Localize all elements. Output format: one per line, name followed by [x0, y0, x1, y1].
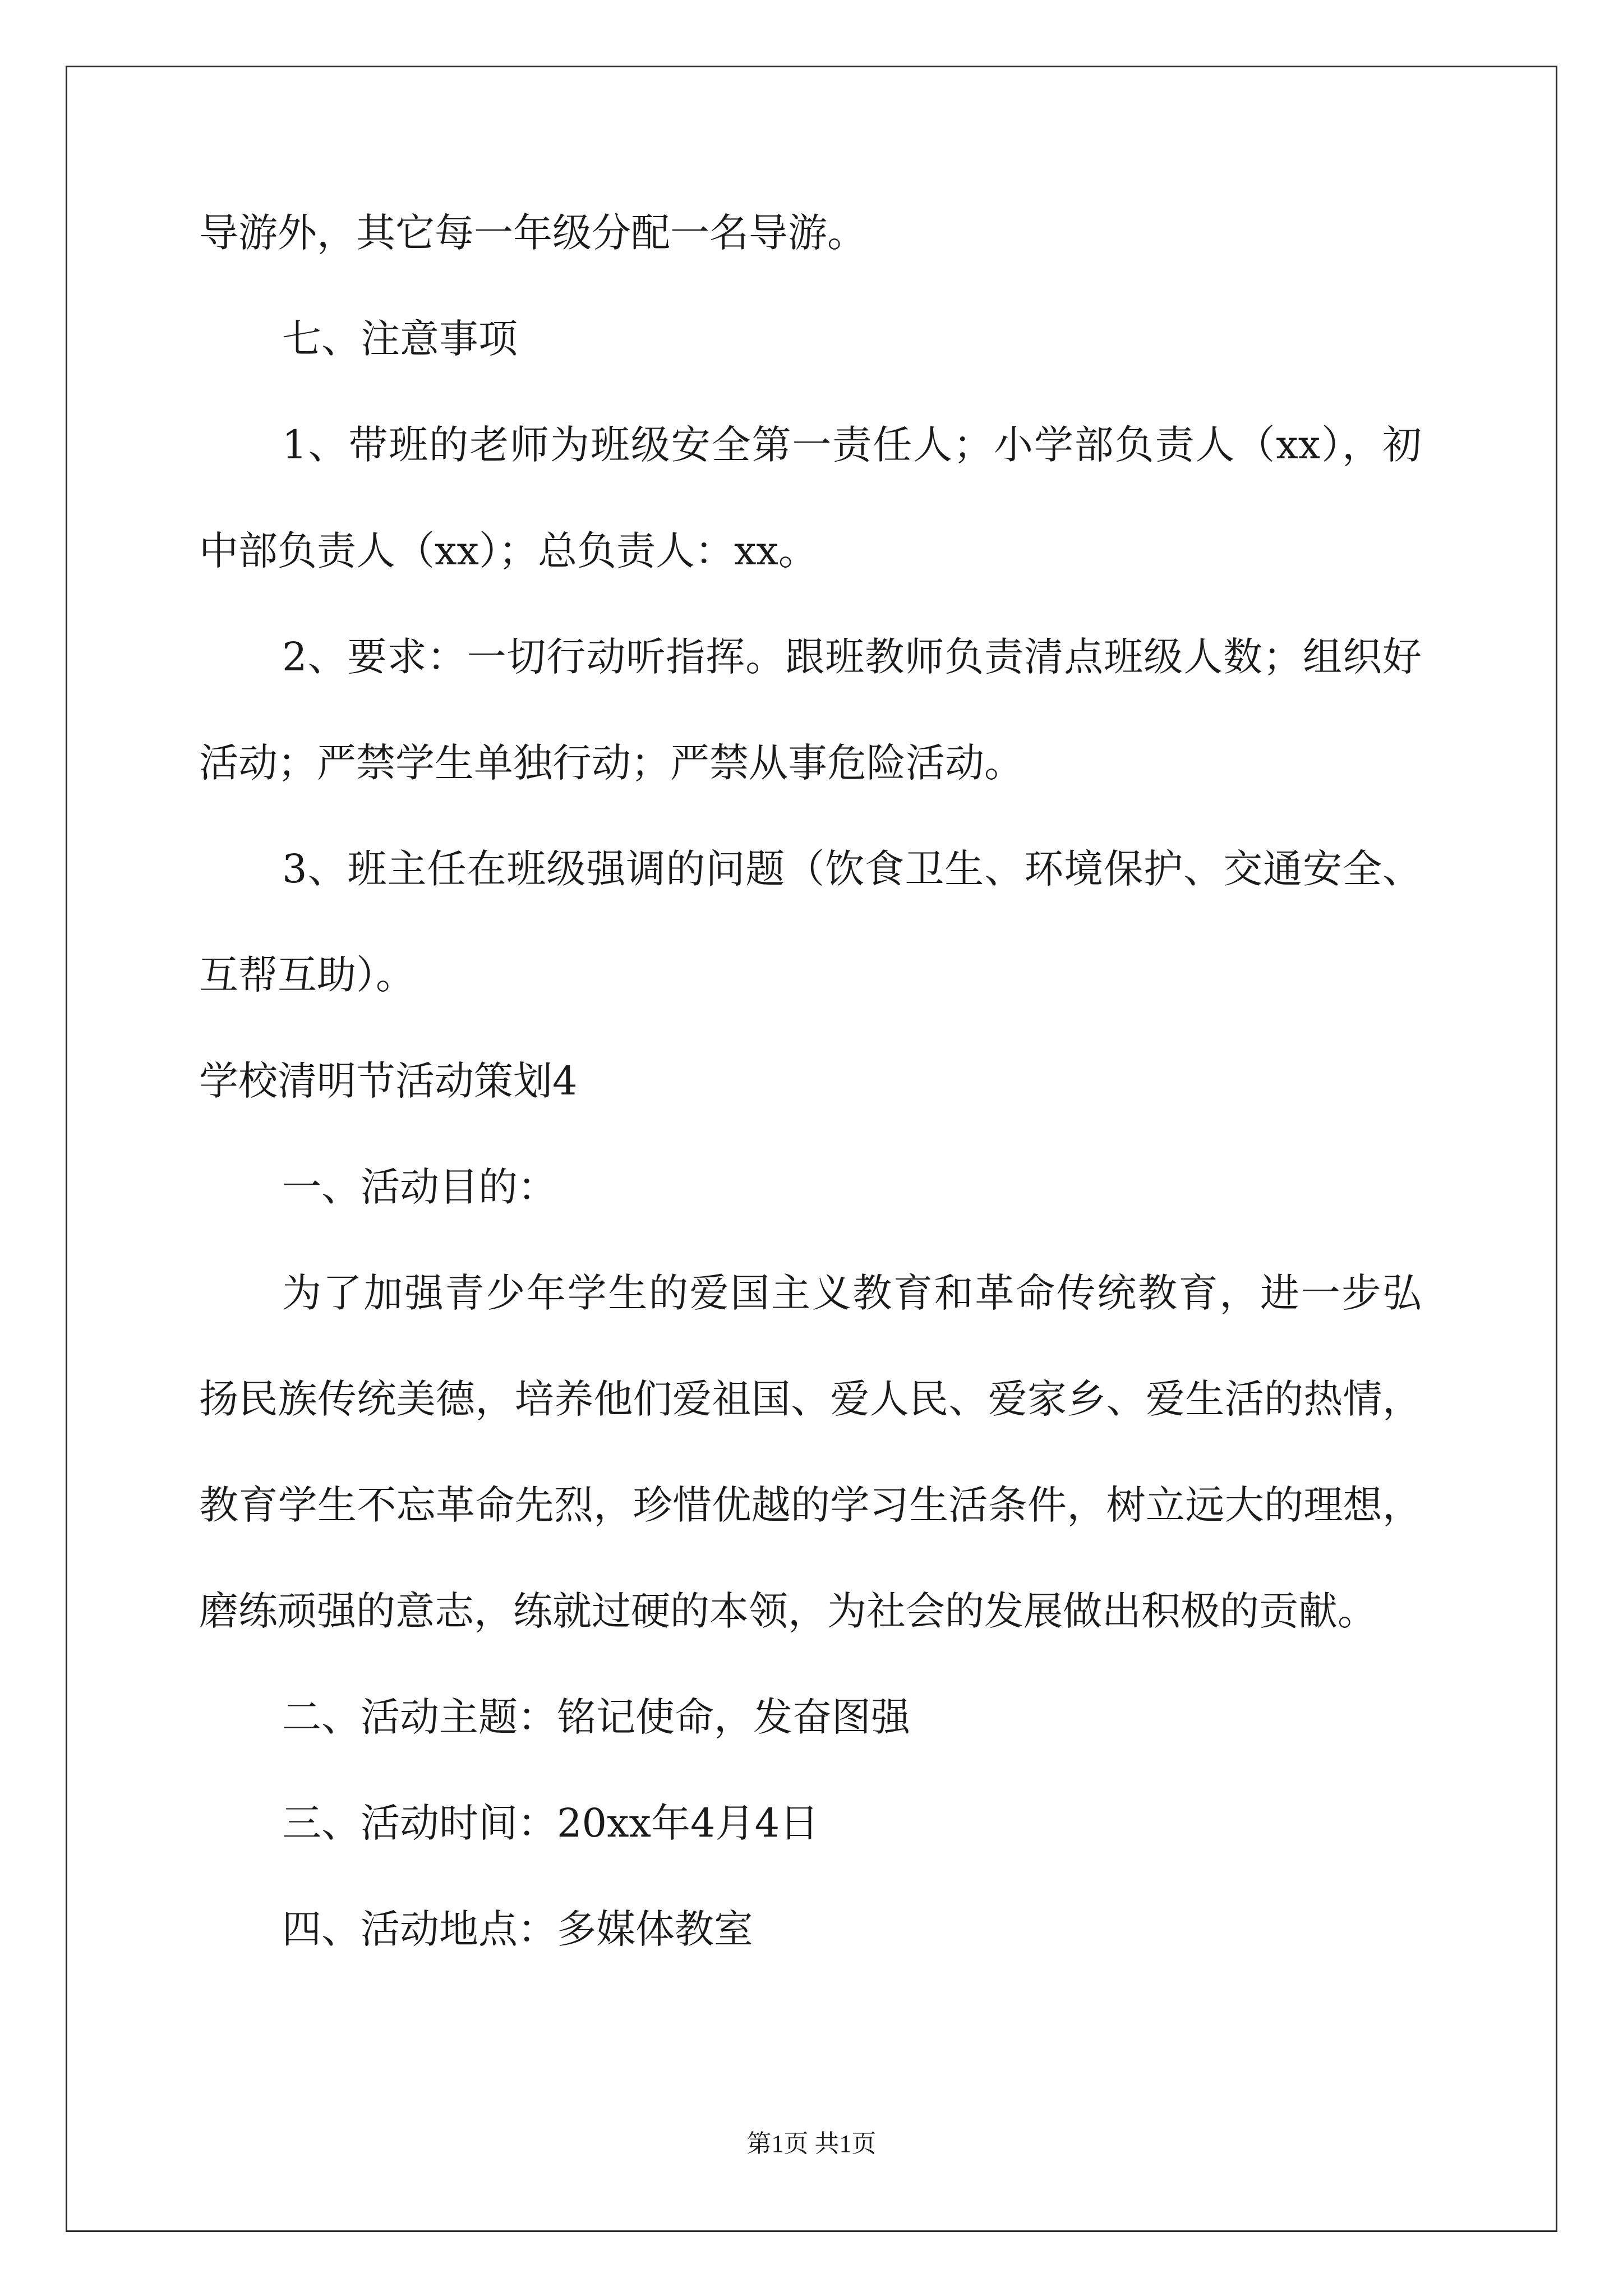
paragraph-line: 2、要求：一切行动听指挥。跟班教师负责清点班级人数；组织好 — [282, 634, 1422, 680]
paragraph-line: 磨练顽强的意志，练就过硬的本领，为社会的发展做出积极的贡献。 — [199, 1588, 1377, 1634]
paragraph-line: 1、带班的老师为班级安全第一责任人；小学部负责人（xx），初 — [282, 422, 1422, 468]
section-heading: 四、活动地点：多媒体教室 — [282, 1906, 753, 1952]
paragraph-line: 导游外，其它每一年级分配一名导游。 — [199, 210, 866, 256]
section-heading: 三、活动时间：20xx年4月4日 — [282, 1800, 819, 1846]
paragraph-line: 教育学生不忘革命先烈，珍惜优越的学习生活条件，树立远大的理想， — [199, 1482, 1422, 1528]
paragraph-line: 3、班主任在班级强调的问题（饮食卫生、环境保护、交通安全、 — [282, 846, 1422, 892]
paragraph-line: 为了加强青少年学生的爱国主义教育和革命传统教育，进一步弘 — [282, 1270, 1422, 1316]
document-body — [199, 205, 1422, 2007]
paragraph-line: 扬民族传统美德，培养他们爱祖国、爱人民、爱家乡、爱生活的热情， — [199, 1376, 1422, 1422]
paragraph-line: 互帮互助）。 — [199, 952, 415, 998]
paragraph-line: 活动；严禁学生单独行动；严禁从事危险活动。 — [199, 740, 1023, 786]
paragraph-line: 中部负责人（xx）；总负责人：xx。 — [199, 528, 818, 574]
page-number-footer: 第1页 共1页 — [746, 2130, 877, 2157]
section-heading: 七、注意事项 — [282, 316, 518, 362]
section-heading: 一、活动目的： — [282, 1164, 557, 1210]
section-heading: 二、活动主题：铭记使命，发奋图强 — [282, 1694, 910, 1740]
document-title: 学校清明节活动策划4 — [199, 1058, 578, 1104]
